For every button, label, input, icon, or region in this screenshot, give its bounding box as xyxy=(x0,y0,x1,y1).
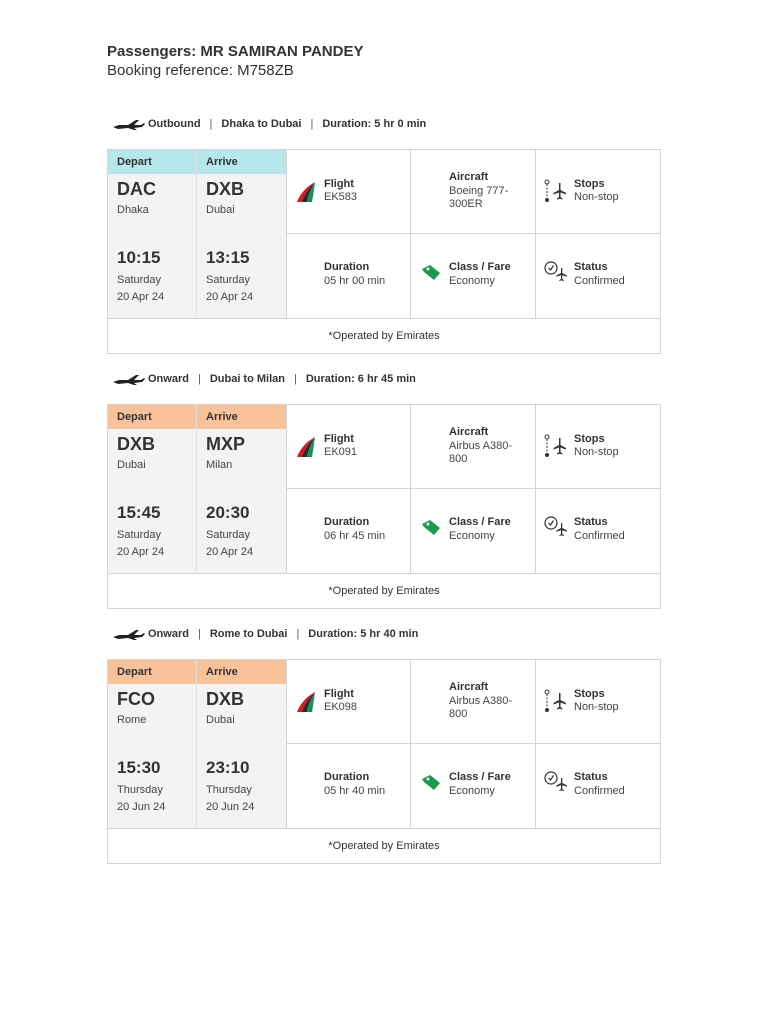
flight-cell xyxy=(286,405,411,489)
operated-by-note: *Operated by Emirates xyxy=(328,585,440,597)
duration-value: 06 hr 45 min xyxy=(324,530,386,542)
operated-by-note: *Operated by Emirates xyxy=(328,840,440,852)
arrive-time: 20:30 xyxy=(206,503,250,522)
arrive-column xyxy=(197,405,286,573)
flight-details-grid xyxy=(286,660,661,828)
arrive-airport-code: MXP xyxy=(206,434,246,454)
flight-details-grid xyxy=(286,150,661,318)
separator: | xyxy=(197,373,201,385)
status-confirmed-icon xyxy=(544,515,568,539)
airplane-icon xyxy=(112,627,148,641)
flight-number: EK091 xyxy=(324,446,358,458)
arrive-day: Saturday xyxy=(206,274,251,286)
class-fare-cell xyxy=(411,234,536,318)
segment-duration-label: Duration: xyxy=(322,118,372,130)
duration-cell xyxy=(286,234,411,318)
stops-label: Stops xyxy=(574,688,605,700)
arrive-city: Dubai xyxy=(206,714,235,726)
emirates-logo-icon xyxy=(294,690,318,714)
status-cell xyxy=(536,234,661,318)
passenger-label: Passengers: xyxy=(107,43,197,60)
segment-header xyxy=(112,627,418,641)
fare-tag-icon xyxy=(419,770,443,794)
stops-value: Non-stop xyxy=(574,191,619,203)
depart-date: 20 Jun 24 xyxy=(117,801,166,813)
class-fare-label: Class / Fare xyxy=(449,516,511,528)
class-fare-label: Class / Fare xyxy=(449,261,511,273)
flight-details-grid xyxy=(286,405,661,573)
class-fare-value: Economy xyxy=(449,785,495,797)
arrive-airport-code: DXB xyxy=(206,179,245,199)
status-cell xyxy=(536,744,661,828)
arrive-date: 20 Jun 24 xyxy=(206,801,255,813)
stops-value: Non-stop xyxy=(574,701,619,713)
aircraft-label: Aircraft xyxy=(449,171,489,183)
separator: | xyxy=(310,118,314,130)
class-fare-value: Economy xyxy=(449,275,495,287)
depart-column xyxy=(108,405,197,573)
duration-value: 05 hr 00 min xyxy=(324,275,386,287)
arrive-day: Saturday xyxy=(206,529,251,541)
airplane-icon xyxy=(112,372,148,386)
duration-label: Duration xyxy=(324,771,370,783)
duration-cell xyxy=(286,744,411,828)
depart-header: Depart xyxy=(108,660,196,684)
separator: | xyxy=(296,628,300,640)
status-value: Confirmed xyxy=(574,530,625,542)
segment-duration-label: Duration: xyxy=(308,628,358,640)
arrive-date: 20 Apr 24 xyxy=(206,291,254,303)
depart-date: 20 Apr 24 xyxy=(117,546,165,558)
class-fare-value: Economy xyxy=(449,530,495,542)
arrive-city: Milan xyxy=(206,459,233,471)
segment-duration: 6 hr 45 min xyxy=(357,373,416,385)
flight-card xyxy=(107,149,661,354)
booking-reference-label: Booking reference: xyxy=(107,62,233,79)
depart-column xyxy=(108,150,197,318)
status-confirmed-icon xyxy=(544,260,568,284)
booking-reference-code: M758ZB xyxy=(237,62,294,79)
stops-value: Non-stop xyxy=(574,446,619,458)
operated-by-note: *Operated by Emirates xyxy=(328,330,440,342)
flight-card xyxy=(107,659,661,864)
segment-kind: Outbound xyxy=(148,118,201,130)
depart-time: 10:15 xyxy=(117,248,161,267)
depart-time: 15:30 xyxy=(117,758,161,777)
depart-city: Dubai xyxy=(117,459,146,471)
arrive-time: 23:10 xyxy=(206,758,250,777)
duration-value: 05 hr 40 min xyxy=(324,785,386,797)
status-cell xyxy=(536,489,661,573)
arrive-column xyxy=(197,150,286,318)
aircraft-cell xyxy=(411,150,536,234)
stops-cell xyxy=(536,660,661,744)
passenger-name: MR SAMIRAN PANDEY xyxy=(200,43,364,60)
depart-airport-code: DXB xyxy=(117,434,156,454)
status-confirmed-icon xyxy=(544,770,568,794)
stops-cell xyxy=(536,405,661,489)
passenger-line xyxy=(107,43,363,60)
flight-cell xyxy=(286,150,411,234)
stops-label: Stops xyxy=(574,178,605,190)
aircraft-label: Aircraft xyxy=(449,426,489,438)
depart-time: 15:45 xyxy=(117,503,161,522)
depart-day: Saturday xyxy=(117,529,162,541)
emirates-logo-icon xyxy=(294,180,318,204)
status-value: Confirmed xyxy=(574,275,625,287)
segment-duration: 5 hr 0 min xyxy=(374,118,427,130)
arrive-column xyxy=(197,660,286,828)
fare-tag-icon xyxy=(419,515,443,539)
aircraft-type-line1: Airbus A380- xyxy=(449,695,512,707)
depart-city: Rome xyxy=(117,714,147,726)
segment-route: Dhaka to Dubai xyxy=(221,118,302,130)
stops-route-icon xyxy=(544,179,568,203)
flight-label: Flight xyxy=(324,178,354,190)
aircraft-type-line2: 800 xyxy=(449,708,468,720)
arrive-date: 20 Apr 24 xyxy=(206,546,254,558)
stops-label: Stops xyxy=(574,433,605,445)
airplane-icon xyxy=(112,117,148,131)
aircraft-cell xyxy=(411,405,536,489)
class-fare-cell xyxy=(411,489,536,573)
stops-route-icon xyxy=(544,434,568,458)
segment-duration-label: Duration: xyxy=(305,373,355,385)
emirates-logo-icon xyxy=(294,435,318,459)
status-label: Status xyxy=(574,261,608,273)
aircraft-type-line1: Boeing 777- xyxy=(449,185,509,197)
segment-route: Rome to Dubai xyxy=(209,628,288,640)
aircraft-type-line2: 800 xyxy=(449,453,468,465)
depart-day: Thursday xyxy=(117,784,163,796)
duration-label: Duration xyxy=(324,516,370,528)
arrive-day: Thursday xyxy=(206,784,252,796)
separator: | xyxy=(197,628,201,640)
aircraft-type-line2: 300ER xyxy=(449,198,483,210)
segment-kind: Onward xyxy=(148,373,189,385)
depart-city: Dhaka xyxy=(117,204,149,216)
duration-cell xyxy=(286,489,411,573)
depart-header: Depart xyxy=(108,150,196,174)
depart-header: Depart xyxy=(108,405,196,429)
flight-number: EK583 xyxy=(324,191,358,203)
status-label: Status xyxy=(574,771,608,783)
status-label: Status xyxy=(574,516,608,528)
status-value: Confirmed xyxy=(574,785,625,797)
stops-route-icon xyxy=(544,689,568,713)
aircraft-label: Aircraft xyxy=(449,681,489,693)
depart-airport-code: FCO xyxy=(117,689,155,709)
flight-label: Flight xyxy=(324,688,354,700)
depart-date: 20 Apr 24 xyxy=(117,291,165,303)
duration-label: Duration xyxy=(324,261,370,273)
segment-header xyxy=(112,117,426,131)
flight-cell xyxy=(286,660,411,744)
segment-route: Dubai to Milan xyxy=(209,373,285,385)
depart-airport-code: DAC xyxy=(117,179,156,199)
fare-tag-icon xyxy=(419,260,443,284)
class-fare-cell xyxy=(411,744,536,828)
depart-column xyxy=(108,660,197,828)
segment-duration: 5 hr 40 min xyxy=(360,628,419,640)
aircraft-type-line1: Airbus A380- xyxy=(449,440,512,452)
flight-label: Flight xyxy=(324,433,354,445)
arrive-time: 13:15 xyxy=(206,248,250,267)
depart-day: Saturday xyxy=(117,274,162,286)
separator: | xyxy=(209,118,213,130)
aircraft-cell xyxy=(411,660,536,744)
flight-number: EK098 xyxy=(324,701,358,713)
arrive-header: Arrive xyxy=(197,660,286,684)
arrive-header: Arrive xyxy=(197,150,286,174)
arrive-airport-code: DXB xyxy=(206,689,245,709)
arrive-header: Arrive xyxy=(197,405,286,429)
arrive-city: Dubai xyxy=(206,204,235,216)
flight-card xyxy=(107,404,661,609)
separator: | xyxy=(293,373,297,385)
segment-kind: Onward xyxy=(148,628,189,640)
booking-reference xyxy=(107,62,294,79)
class-fare-label: Class / Fare xyxy=(449,771,511,783)
stops-cell xyxy=(536,150,661,234)
segment-header xyxy=(112,372,416,386)
